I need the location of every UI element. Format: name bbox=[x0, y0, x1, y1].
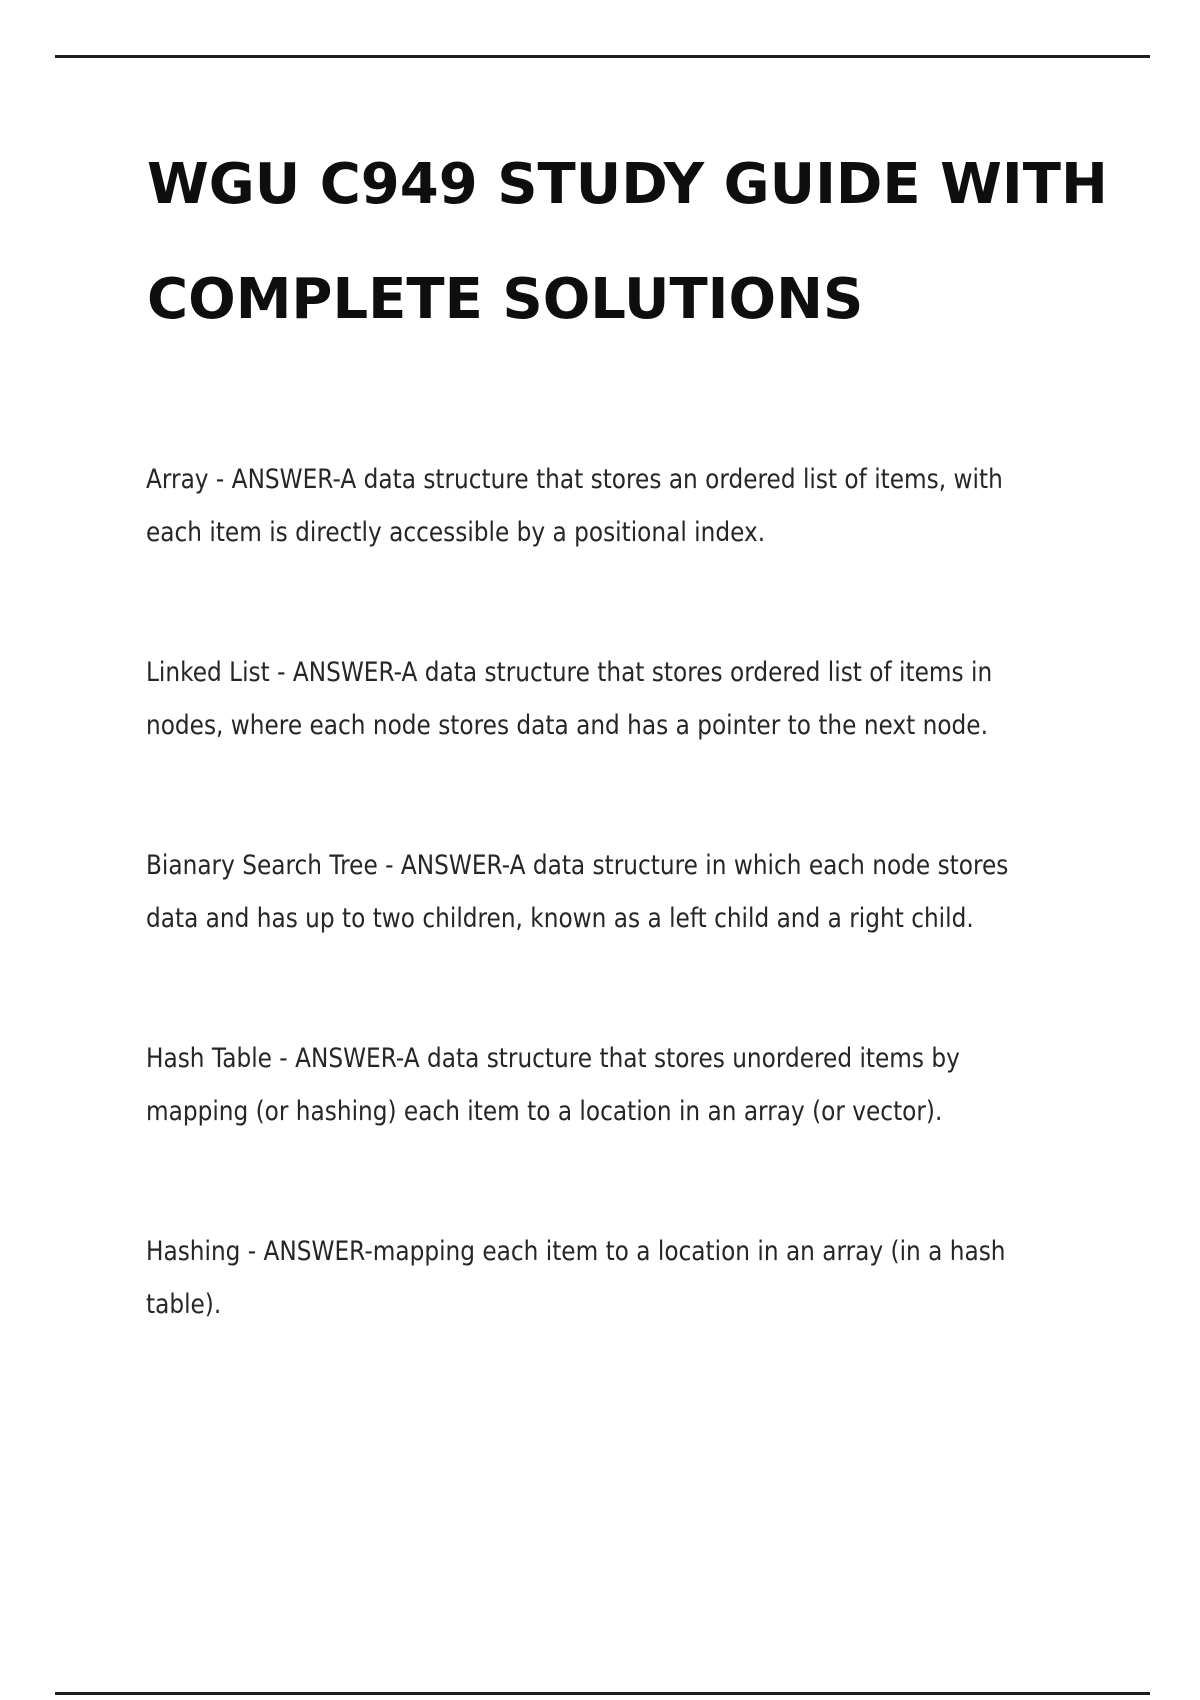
definition-line: Bianary Search Tree - ANSWER-A data structure in which each node stores bbox=[146, 850, 1009, 881]
definition-line: Hash Table - ANSWER-A data structure that stores unordered items by bbox=[146, 1043, 960, 1074]
definition-paragraph-hash-table bbox=[146, 1032, 1149, 1138]
definition-paragraph-array bbox=[146, 453, 1149, 559]
definition-line: table). bbox=[146, 1289, 222, 1320]
definition-line: Array - ANSWER-A data structure that stores an ordered list of items, with bbox=[146, 464, 1003, 495]
bottom-divider bbox=[55, 1692, 1150, 1695]
definition-line: Hashing - ANSWER-mapping each item to a location in an array (in a hash bbox=[146, 1236, 1006, 1267]
page-title-line-2: COMPLETE SOLUTIONS bbox=[147, 267, 864, 332]
definition-line: each item is directly accessible by a positional index. bbox=[146, 517, 766, 548]
definition-paragraph-linked-list bbox=[146, 646, 1149, 752]
definition-paragraph-hashing bbox=[146, 1225, 1149, 1331]
page-title bbox=[147, 127, 1200, 357]
definition-paragraph-binary-search-tree bbox=[146, 839, 1149, 945]
top-divider bbox=[55, 55, 1150, 58]
definition-line: mapping (or hashing) each item to a location in an array (or vector). bbox=[146, 1096, 943, 1127]
page-title-line-1: WGU C949 STUDY GUIDE WITH bbox=[147, 152, 1108, 217]
definition-line: Linked List - ANSWER-A data structure that stores ordered list of items in bbox=[146, 657, 993, 688]
definition-line: nodes, where each node stores data and has a pointer to the next node. bbox=[146, 710, 988, 741]
definition-line: data and has up to two children, known as a left child and a right child. bbox=[146, 903, 974, 934]
document-body bbox=[146, 453, 1149, 1418]
